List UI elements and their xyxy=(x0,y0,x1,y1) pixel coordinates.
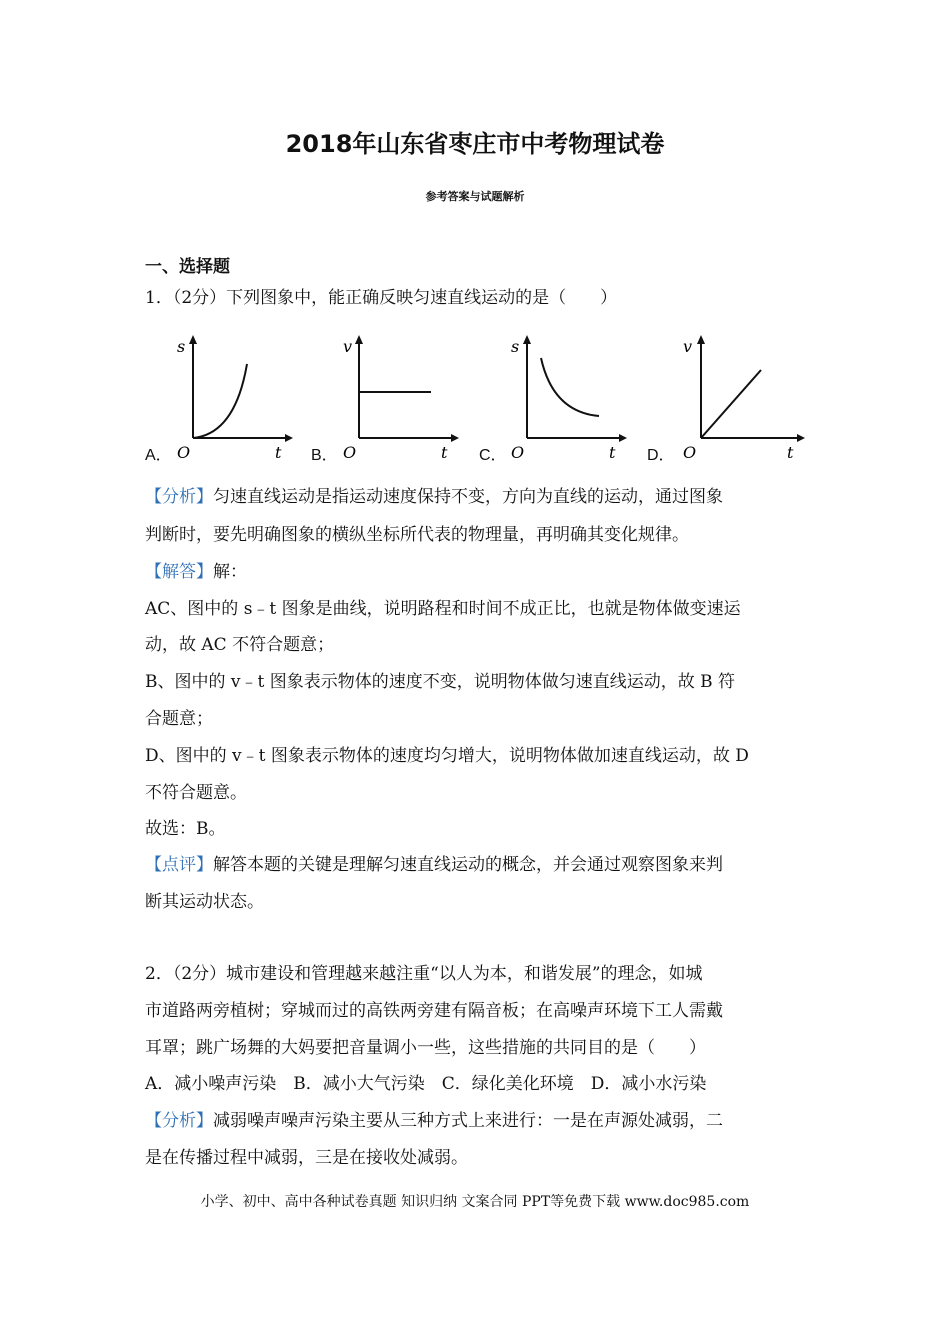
q1-answer-line: 故选：B。 xyxy=(145,819,226,839)
graph-b-xlabel: t xyxy=(441,443,448,462)
graph-d xyxy=(677,330,807,470)
option-a-label: A． xyxy=(145,447,172,464)
graph-d-origin: O xyxy=(683,443,697,462)
graph-d-ylabel: v xyxy=(683,337,693,356)
comment-tag: 【点评】 xyxy=(145,855,213,875)
comment-text: 解答本题的关键是理解匀速直线运动的概念，并会通过观察图象来判 xyxy=(213,855,723,875)
graph-a-ylabel: s xyxy=(177,337,186,356)
option-d-label: D． xyxy=(647,447,675,464)
q1-answer-line: 动，故 AC 不符合题意； xyxy=(145,635,335,655)
q1-answer-line: D、图中的 v﹣t 图象表示物体的速度均匀增大，说明物体做加速直线运动，故 D xyxy=(145,746,749,766)
graph-a xyxy=(173,330,293,470)
graph-c-ylabel: s xyxy=(511,337,520,356)
analysis-text: 匀速直线运动是指运动速度保持不变，方向为直线的运动，通过图象 xyxy=(213,487,723,507)
q2-stem-line-1: 2．（2分）城市建设和管理越来越注重“以人为本，和谐发展”的理念，如城 xyxy=(145,964,703,984)
q1-comment-line-2: 断其运动状态。 xyxy=(145,892,264,912)
q1-stem: 1．（2分）下列图象中，能正确反映匀速直线运动的是（ ） xyxy=(145,288,618,308)
q1-answer-line: 合题意； xyxy=(145,709,213,729)
q1-answer-header xyxy=(145,560,247,584)
answer-intro: 解： xyxy=(213,562,247,582)
q1-answer-line: AC、图中的 s﹣t 图象是曲线，说明路程和时间不成正比，也就是物体做变速运 xyxy=(145,599,741,619)
page-subtitle: 参考答案与试题解析 xyxy=(425,190,525,203)
q1-graphs xyxy=(145,330,825,470)
q1-analysis-line-1 xyxy=(145,485,723,509)
graph-a-origin: O xyxy=(177,443,191,462)
graph-b xyxy=(339,330,459,470)
analysis-tag: 【分析】 xyxy=(145,487,213,507)
q2-stem-line-3: 耳罩；跳广场舞的大妈要把音量调小一些，这些措施的共同目的是（ ） xyxy=(145,1038,706,1058)
graph-c-xlabel: t xyxy=(609,443,616,462)
graph-a-xlabel: t xyxy=(275,443,282,462)
graph-b-ylabel: v xyxy=(343,337,353,356)
option-c-label: C． xyxy=(479,447,507,464)
analysis-text: 减弱噪声噪声污染主要从三种方式上来进行：一是在声源处减弱，二 xyxy=(213,1111,723,1131)
q1-answer-line: 不符合题意。 xyxy=(145,783,247,803)
page-title: 2018年山东省枣庄市中考物理试卷 xyxy=(285,130,665,158)
q2-stem-line-2: 市道路两旁植树；穿城而过的高铁两旁建有隔音板；在高噪声环境下工人需戴 xyxy=(145,1001,723,1021)
graph-b-origin: O xyxy=(343,443,357,462)
page-footer: 小学、初中、高中各种试卷真题 知识归纳 文案合同 PPT等免费下载 www.doc985.com xyxy=(200,1194,750,1210)
option-b-label: B． xyxy=(311,447,338,464)
answer-tag: 【解答】 xyxy=(145,562,213,582)
graph-d-xlabel: t xyxy=(787,443,794,462)
q1-answer-line: B、图中的 v﹣t 图象表示物体的速度不变，说明物体做匀速直线运动，故 B 符 xyxy=(145,672,736,692)
q2-analysis-line-1 xyxy=(145,1109,723,1133)
q2-choices: A．减小噪声污染 B．减小大气污染 C．绿化美化环境 D．减小水污染 xyxy=(145,1074,707,1094)
graph-c xyxy=(507,330,627,470)
analysis-tag: 【分析】 xyxy=(145,1111,213,1131)
q1-analysis-line-2: 判断时，要先明确图象的横纵坐标所代表的物理量，再明确其变化规律。 xyxy=(145,525,689,545)
section-heading: 一、选择题 xyxy=(145,257,230,277)
graph-c-origin: O xyxy=(511,443,525,462)
q2-analysis-line-2: 是在传播过程中减弱，三是在接收处减弱。 xyxy=(145,1148,468,1168)
q1-comment-line-1 xyxy=(145,853,723,877)
